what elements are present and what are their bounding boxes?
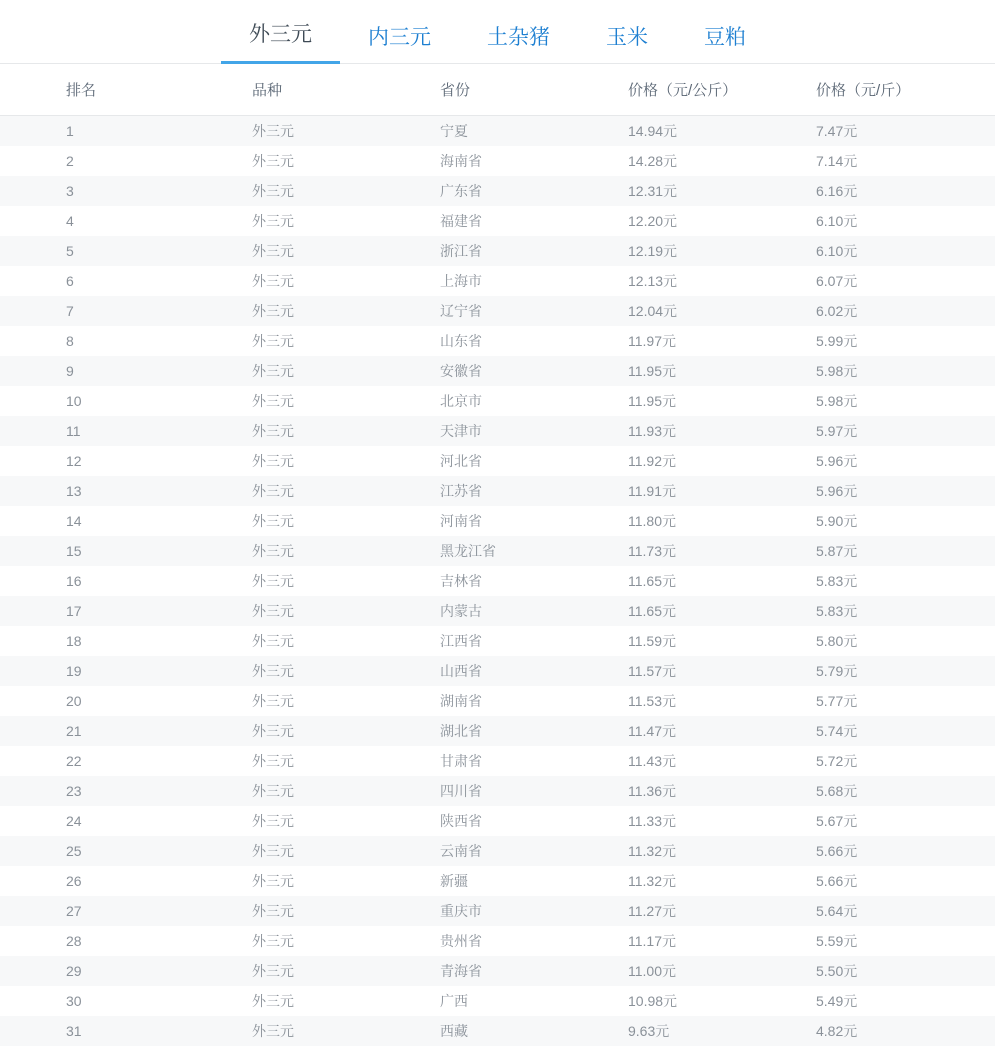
cell-province: 重庆市 bbox=[440, 903, 482, 919]
table-row bbox=[0, 896, 995, 926]
cell-province: 黑龙江省 bbox=[440, 543, 496, 559]
cell-price-jin: 6.10元 bbox=[816, 213, 858, 229]
cell-price-kg: 11.65元 bbox=[628, 603, 676, 619]
cell-breed: 外三元 bbox=[252, 753, 294, 769]
cell-price-jin: 5.67元 bbox=[816, 813, 858, 829]
cell-breed: 外三元 bbox=[252, 213, 294, 229]
tab-doupo[interactable] bbox=[676, 27, 774, 64]
cell-price-jin: 5.74元 bbox=[816, 723, 858, 739]
cell-price-kg: 11.59元 bbox=[628, 633, 676, 649]
table-row bbox=[0, 716, 995, 746]
cell-price-jin: 5.99元 bbox=[816, 333, 858, 349]
cell-price-kg: 11.95元 bbox=[628, 363, 676, 379]
cell-price-jin: 5.98元 bbox=[816, 393, 858, 409]
column-header-rank: 排名 bbox=[66, 82, 97, 99]
tab-neisanyuan[interactable] bbox=[340, 27, 459, 64]
cell-breed: 外三元 bbox=[252, 123, 294, 139]
cell-price-jin: 5.68元 bbox=[816, 783, 858, 799]
cell-rank: 31 bbox=[66, 1023, 82, 1039]
tab-tuzazhu[interactable] bbox=[459, 27, 578, 64]
cell-breed: 外三元 bbox=[252, 243, 294, 259]
table-row bbox=[0, 596, 995, 626]
cell-price-jin: 5.87元 bbox=[816, 543, 858, 559]
table-row bbox=[0, 536, 995, 566]
cell-price-kg: 12.04元 bbox=[628, 303, 678, 319]
cell-breed: 外三元 bbox=[252, 663, 294, 679]
cell-price-kg: 12.31元 bbox=[628, 183, 678, 199]
column-header-price-jin: 价格（元/斤） bbox=[816, 82, 911, 99]
table-body bbox=[0, 116, 995, 1046]
cell-breed: 外三元 bbox=[252, 303, 294, 319]
cell-rank: 28 bbox=[66, 933, 82, 949]
tab-waisanyuan[interactable] bbox=[221, 24, 340, 64]
cell-price-jin: 5.79元 bbox=[816, 663, 858, 679]
category-tabs[interactable] bbox=[0, 0, 995, 64]
cell-province: 山西省 bbox=[440, 663, 482, 679]
table-row bbox=[0, 656, 995, 686]
table-row bbox=[0, 686, 995, 716]
cell-rank: 23 bbox=[66, 783, 82, 799]
cell-breed: 外三元 bbox=[252, 1023, 294, 1039]
cell-price-kg: 11.47元 bbox=[628, 723, 676, 739]
cell-rank: 19 bbox=[66, 663, 82, 679]
cell-price-jin: 5.66元 bbox=[816, 873, 858, 889]
cell-price-jin: 5.77元 bbox=[816, 693, 858, 709]
cell-breed: 外三元 bbox=[252, 543, 294, 559]
column-header-breed: 品种 bbox=[252, 82, 283, 99]
cell-breed: 外三元 bbox=[252, 693, 294, 709]
cell-price-jin: 6.10元 bbox=[816, 243, 858, 259]
cell-price-jin: 5.96元 bbox=[816, 453, 858, 469]
cell-province: 四川省 bbox=[440, 783, 482, 799]
cell-breed: 外三元 bbox=[252, 273, 294, 289]
cell-province: 天津市 bbox=[440, 423, 482, 439]
cell-province: 山东省 bbox=[440, 333, 482, 349]
cell-rank: 27 bbox=[66, 903, 82, 919]
cell-price-kg: 11.36元 bbox=[628, 783, 676, 799]
cell-province: 河南省 bbox=[440, 513, 482, 529]
cell-rank: 3 bbox=[66, 183, 74, 199]
table-row bbox=[0, 566, 995, 596]
table-row bbox=[0, 746, 995, 776]
table-row bbox=[0, 416, 995, 446]
cell-price-jin: 6.02元 bbox=[816, 303, 858, 319]
table-row bbox=[0, 866, 995, 896]
column-header-province: 省份 bbox=[440, 82, 471, 99]
cell-province: 福建省 bbox=[440, 213, 482, 229]
tab-yumi[interactable] bbox=[578, 27, 676, 64]
cell-price-kg: 11.97元 bbox=[628, 333, 676, 349]
column-header-price-kg: 价格（元/公斤） bbox=[628, 82, 738, 99]
cell-price-kg: 9.63元 bbox=[628, 1023, 670, 1039]
cell-province: 河北省 bbox=[440, 453, 482, 469]
cell-price-kg: 11.73元 bbox=[628, 543, 676, 559]
cell-province: 上海市 bbox=[440, 273, 482, 289]
cell-rank: 7 bbox=[66, 303, 74, 319]
cell-province: 广东省 bbox=[440, 183, 482, 199]
cell-rank: 1 bbox=[66, 123, 74, 139]
table-row bbox=[0, 476, 995, 506]
cell-breed: 外三元 bbox=[252, 723, 294, 739]
cell-rank: 21 bbox=[66, 723, 82, 739]
cell-rank: 22 bbox=[66, 753, 82, 769]
cell-breed: 外三元 bbox=[252, 873, 294, 889]
cell-price-jin: 5.80元 bbox=[816, 633, 858, 649]
cell-rank: 8 bbox=[66, 333, 74, 349]
table-row bbox=[0, 926, 995, 956]
cell-price-kg: 12.19元 bbox=[628, 243, 678, 259]
cell-rank: 15 bbox=[66, 543, 82, 559]
cell-breed: 外三元 bbox=[252, 633, 294, 649]
cell-rank: 25 bbox=[66, 843, 82, 859]
cell-price-kg: 14.28元 bbox=[628, 153, 678, 169]
cell-price-jin: 5.98元 bbox=[816, 363, 858, 379]
cell-price-kg: 12.20元 bbox=[628, 213, 678, 229]
cell-breed: 外三元 bbox=[252, 483, 294, 499]
cell-province: 新疆 bbox=[440, 873, 468, 889]
cell-province: 广西 bbox=[440, 993, 468, 1009]
cell-rank: 2 bbox=[66, 153, 74, 169]
cell-price-kg: 11.92元 bbox=[628, 453, 676, 469]
cell-province: 甘肃省 bbox=[440, 753, 482, 769]
cell-price-kg: 11.65元 bbox=[628, 573, 676, 589]
table-row bbox=[0, 116, 995, 146]
cell-rank: 29 bbox=[66, 963, 82, 979]
cell-price-jin: 5.83元 bbox=[816, 573, 858, 589]
cell-price-kg: 12.13元 bbox=[628, 273, 678, 289]
cell-rank: 12 bbox=[66, 453, 82, 469]
cell-breed: 外三元 bbox=[252, 573, 294, 589]
cell-province: 安徽省 bbox=[440, 363, 482, 379]
tab-label: 玉米 bbox=[606, 26, 648, 49]
table-row bbox=[0, 806, 995, 836]
cell-breed: 外三元 bbox=[252, 363, 294, 379]
cell-price-kg: 11.91元 bbox=[628, 483, 676, 499]
table-row bbox=[0, 446, 995, 476]
table-row bbox=[0, 206, 995, 236]
table-row bbox=[0, 626, 995, 656]
cell-rank: 10 bbox=[66, 393, 82, 409]
cell-price-jin: 5.49元 bbox=[816, 993, 858, 1009]
table-row bbox=[0, 356, 995, 386]
table-row bbox=[0, 176, 995, 206]
tab-label: 豆粕 bbox=[704, 26, 746, 49]
cell-price-kg: 11.80元 bbox=[628, 513, 676, 529]
cell-breed: 外三元 bbox=[252, 423, 294, 439]
cell-rank: 26 bbox=[66, 873, 82, 889]
cell-price-jin: 5.83元 bbox=[816, 603, 858, 619]
cell-rank: 6 bbox=[66, 273, 74, 289]
table-row bbox=[0, 266, 995, 296]
cell-price-jin: 5.66元 bbox=[816, 843, 858, 859]
table-row bbox=[0, 386, 995, 416]
cell-price-jin: 5.59元 bbox=[816, 933, 858, 949]
cell-breed: 外三元 bbox=[252, 993, 294, 1009]
table-header bbox=[0, 64, 995, 116]
cell-price-jin: 7.14元 bbox=[816, 153, 858, 169]
cell-price-kg: 14.94元 bbox=[628, 123, 678, 139]
cell-price-kg: 11.93元 bbox=[628, 423, 676, 439]
cell-province: 江苏省 bbox=[440, 483, 482, 499]
cell-breed: 外三元 bbox=[252, 963, 294, 979]
cell-price-kg: 11.53元 bbox=[628, 693, 676, 709]
cell-province: 湖南省 bbox=[440, 693, 482, 709]
cell-rank: 9 bbox=[66, 363, 74, 379]
cell-price-kg: 11.00元 bbox=[628, 963, 676, 979]
cell-price-jin: 5.97元 bbox=[816, 423, 858, 439]
cell-breed: 外三元 bbox=[252, 933, 294, 949]
cell-price-kg: 11.95元 bbox=[628, 393, 676, 409]
cell-price-jin: 4.82元 bbox=[816, 1023, 858, 1039]
cell-province: 云南省 bbox=[440, 843, 482, 859]
tab-label: 内三元 bbox=[368, 26, 431, 49]
cell-price-kg: 11.17元 bbox=[628, 933, 676, 949]
cell-rank: 14 bbox=[66, 513, 82, 529]
table-row bbox=[0, 1016, 995, 1046]
cell-breed: 外三元 bbox=[252, 393, 294, 409]
cell-price-jin: 5.90元 bbox=[816, 513, 858, 529]
cell-rank: 30 bbox=[66, 993, 82, 1009]
cell-breed: 外三元 bbox=[252, 783, 294, 799]
cell-rank: 11 bbox=[66, 423, 81, 439]
cell-province: 西藏 bbox=[440, 1023, 468, 1039]
cell-province: 江西省 bbox=[440, 633, 482, 649]
cell-breed: 外三元 bbox=[252, 843, 294, 859]
cell-price-jin: 5.50元 bbox=[816, 963, 858, 979]
cell-breed: 外三元 bbox=[252, 153, 294, 169]
cell-province: 浙江省 bbox=[440, 243, 482, 259]
cell-price-jin: 6.07元 bbox=[816, 273, 858, 289]
tab-label: 土杂猪 bbox=[487, 26, 550, 49]
cell-breed: 外三元 bbox=[252, 333, 294, 349]
cell-price-jin: 6.16元 bbox=[816, 183, 858, 199]
cell-price-jin: 5.72元 bbox=[816, 753, 858, 769]
cell-breed: 外三元 bbox=[252, 603, 294, 619]
cell-rank: 17 bbox=[66, 603, 82, 619]
cell-price-jin: 5.96元 bbox=[816, 483, 858, 499]
cell-province: 内蒙古 bbox=[440, 603, 482, 619]
cell-rank: 18 bbox=[66, 633, 82, 649]
table-row bbox=[0, 146, 995, 176]
cell-breed: 外三元 bbox=[252, 183, 294, 199]
cell-province: 陕西省 bbox=[440, 813, 482, 829]
cell-rank: 4 bbox=[66, 213, 74, 229]
cell-price-kg: 11.33元 bbox=[628, 813, 676, 829]
cell-rank: 24 bbox=[66, 813, 82, 829]
cell-price-kg: 11.32元 bbox=[628, 873, 676, 889]
cell-breed: 外三元 bbox=[252, 513, 294, 529]
cell-rank: 5 bbox=[66, 243, 74, 259]
table-row bbox=[0, 236, 995, 266]
table-row bbox=[0, 836, 995, 866]
cell-breed: 外三元 bbox=[252, 813, 294, 829]
cell-rank: 13 bbox=[66, 483, 82, 499]
table-row bbox=[0, 506, 995, 536]
cell-price-jin: 7.47元 bbox=[816, 123, 858, 139]
cell-price-kg: 11.32元 bbox=[628, 843, 676, 859]
cell-province: 辽宁省 bbox=[440, 303, 482, 319]
cell-price-kg: 11.43元 bbox=[628, 753, 676, 769]
cell-rank: 20 bbox=[66, 693, 82, 709]
cell-price-jin: 5.64元 bbox=[816, 903, 858, 919]
cell-province: 贵州省 bbox=[440, 933, 482, 949]
cell-province: 湖北省 bbox=[440, 723, 482, 739]
table-row bbox=[0, 326, 995, 356]
tab-label: 外三元 bbox=[249, 23, 312, 46]
cell-province: 宁夏 bbox=[440, 123, 468, 139]
cell-province: 吉林省 bbox=[440, 573, 482, 589]
cell-province: 北京市 bbox=[440, 393, 482, 409]
cell-price-kg: 10.98元 bbox=[628, 993, 678, 1009]
cell-price-kg: 11.57元 bbox=[628, 663, 676, 679]
table-row bbox=[0, 956, 995, 986]
cell-breed: 外三元 bbox=[252, 903, 294, 919]
cell-rank: 16 bbox=[66, 573, 82, 589]
cell-price-kg: 11.27元 bbox=[628, 903, 676, 919]
table-row bbox=[0, 986, 995, 1016]
cell-province: 海南省 bbox=[440, 153, 482, 169]
cell-province: 青海省 bbox=[440, 963, 482, 979]
cell-breed: 外三元 bbox=[252, 453, 294, 469]
table-row bbox=[0, 776, 995, 806]
table-row bbox=[0, 296, 995, 326]
